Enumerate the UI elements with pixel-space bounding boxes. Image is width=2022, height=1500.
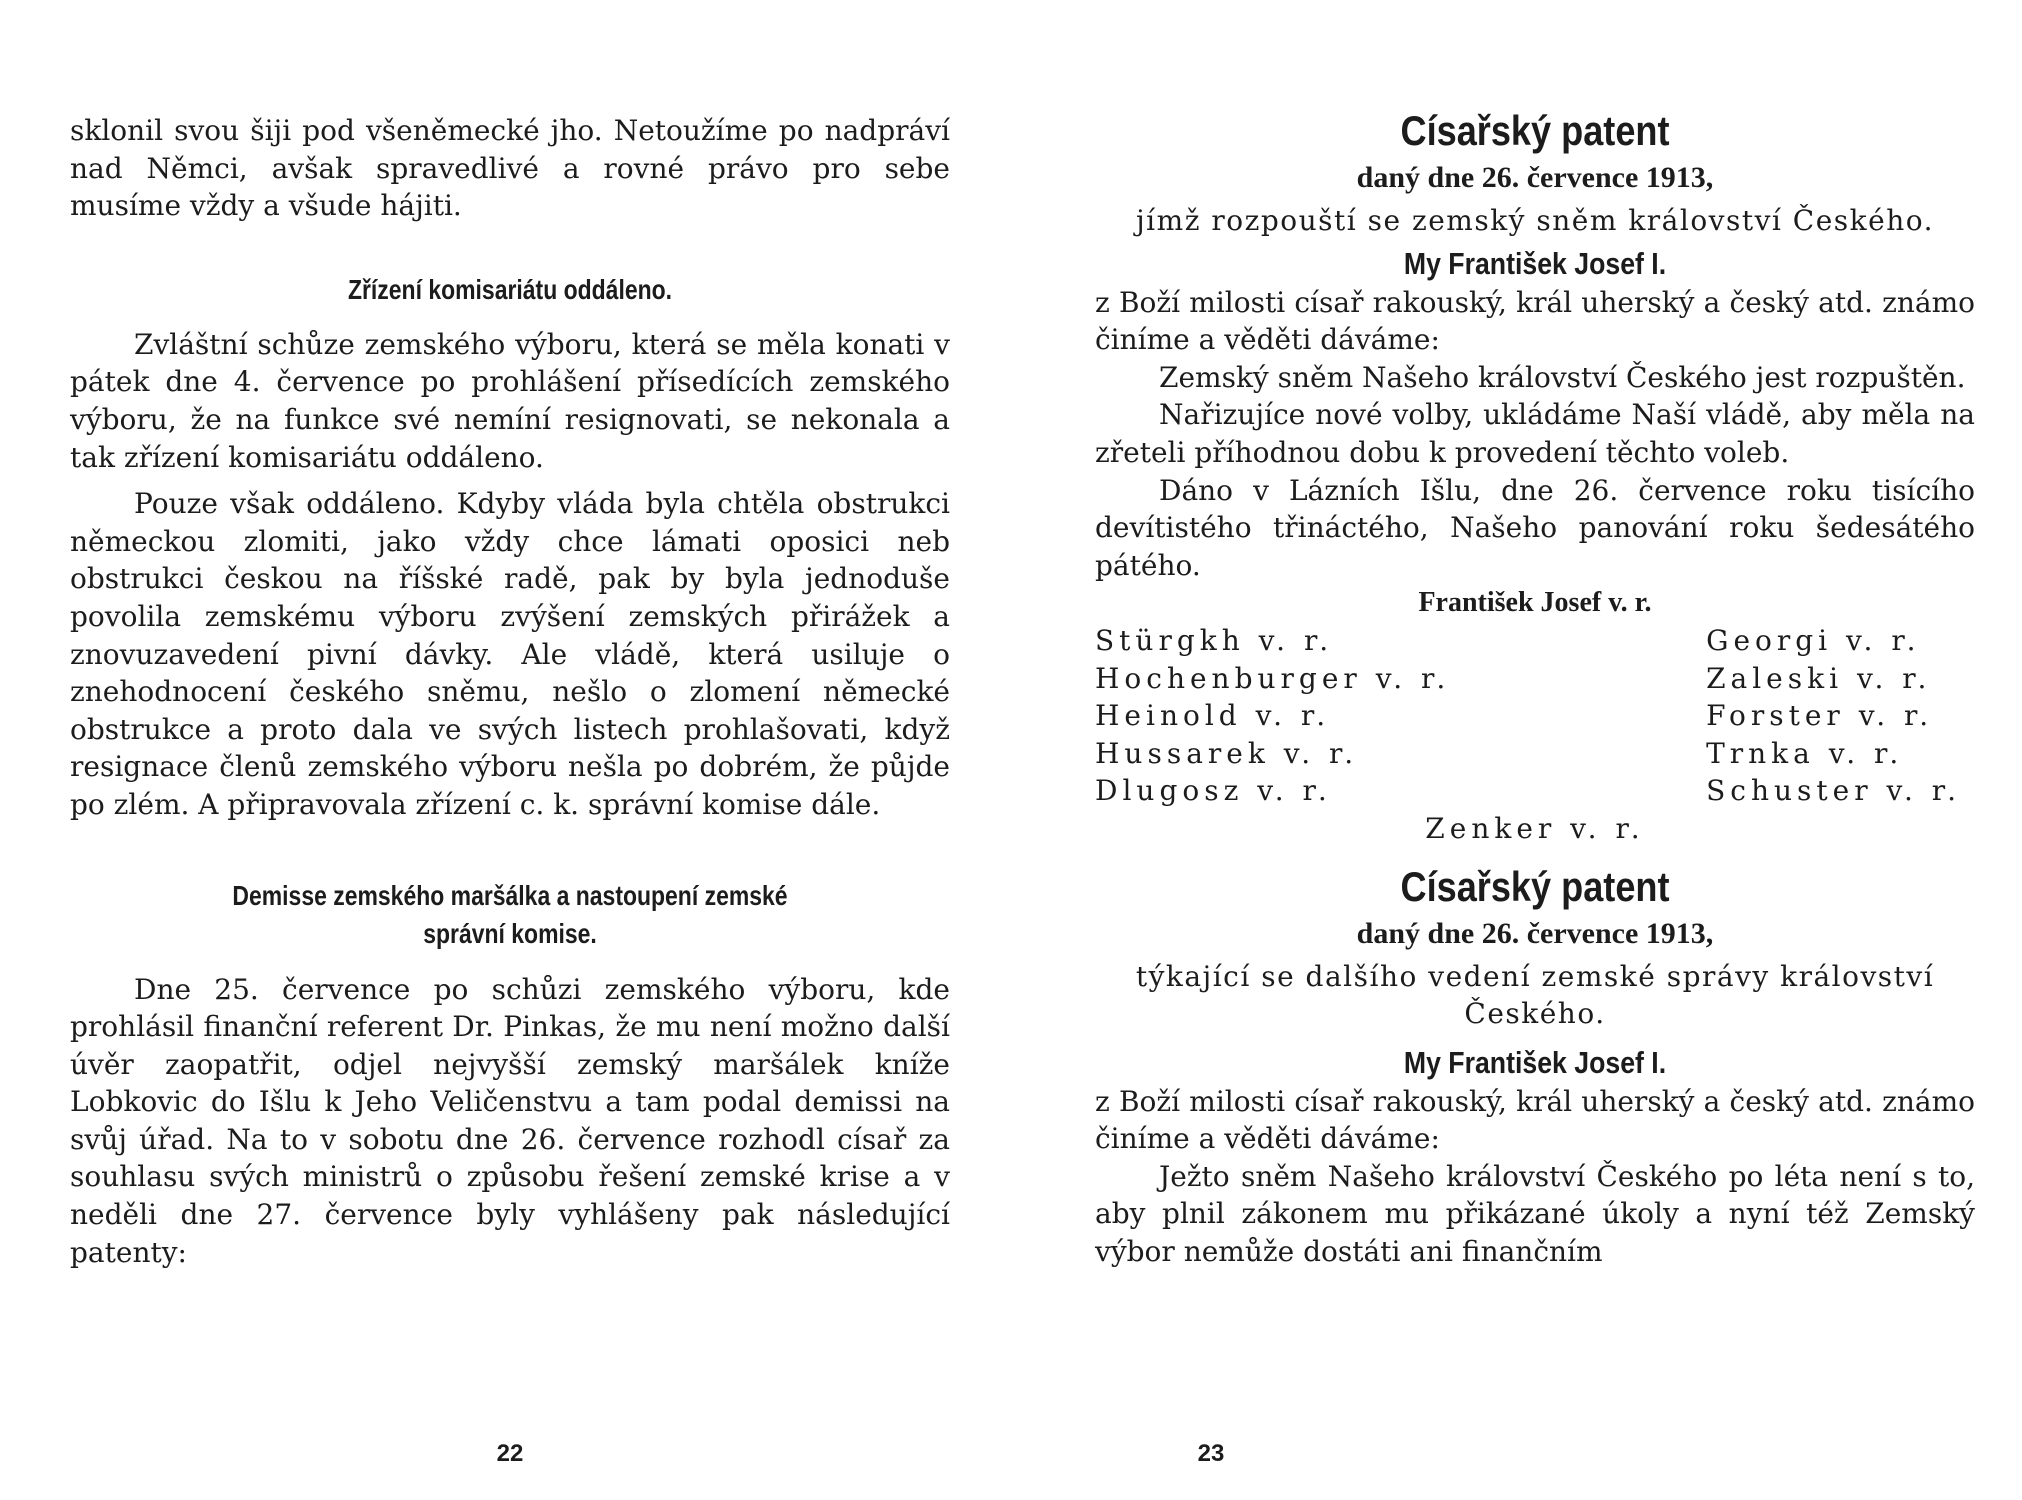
patent2-title: Císařský patent — [1400, 862, 1670, 910]
patent1-formula: z Boží milosti císař rakouský, král uherský a český atd. známo činíme a věděti dáváme: — [1095, 285, 1975, 357]
minister-signature: Forster v. r. — [1706, 699, 1934, 733]
minister-signature: Dlugosz v. r. — [1095, 774, 1332, 808]
patent1-sovereign: My František Josef I. — [1403, 245, 1667, 281]
section-heading-demisse-line1: Demisse zemského maršálka a nastoupení zemské — [232, 879, 788, 911]
patent1-title: Císařský patent — [1400, 107, 1670, 154]
patent1-subject: jímž rozpouští se zemský sněm království Českého. — [1136, 204, 1934, 237]
right-page-text — [1095, 104, 1975, 1271]
section-heading-demisse-line2: správní komise. — [423, 917, 597, 949]
minister-signatures — [1095, 622, 1975, 810]
section1-paragraph-1: Zvláštní schůze zemského výboru, která se měla konati v pátek dne 4. července po prohlášení přísedících zemského výboru, že na funkce své nemíní resignovati, se nekonala a tak zřízení komisariátu oddáleno. — [70, 327, 950, 474]
minister-signature: Zaleski v. r. — [1706, 661, 1932, 695]
minister-signature: Schuster v. r. — [1706, 774, 1961, 808]
intro-paragraph: sklonil svou šiji pod všeněmecké jho. Netoužíme po nadpráví nad Němci, avšak spravedlivé a rovné právo pro sebe musíme vždy a všude hájiti. — [70, 114, 950, 223]
patent1-dated: daný dne 26. července 1913, — [1356, 161, 1714, 194]
left-page-text — [70, 112, 950, 1271]
minister-signature: Stürgkh v. r. — [1095, 623, 1334, 657]
minister-list-left — [1095, 622, 1450, 810]
section-heading-komisariat: Zřízení komisariátu oddáleno. — [347, 273, 673, 305]
page-number-left: 22 — [496, 1440, 524, 1467]
minister-signature: Hochenburger v. r. — [1095, 661, 1451, 695]
patent1-paragraph-3: Dáno v Lázních Išlu, dne 26. července roku tisícího devítistého třináctého, Našeho panování roku šedesátého pátého. — [1095, 473, 1975, 582]
minister-signature: Hussarek v. r. — [1095, 736, 1359, 770]
minister-signature: Heinold v. r. — [1095, 699, 1331, 733]
patent1-paragraph-1: Zemský sněm Našeho království Českého jest rozpuštěn. — [1159, 360, 1966, 394]
patent2-paragraph-1: Ježto sněm Našeho království Českého po léta není s to, aby plnil zákonem mu přikázané úkoly a nyní též Zemský výbor nemůže dostáti ani finančním — [1095, 1159, 1975, 1269]
patent1-paragraph-2: Nařizujíce nové volby, ukládáme Naší vládě, aby měla na zřeteli příhodnou dobu k provedení těchto voleb. — [1095, 398, 1975, 469]
patent2-formula: z Boží milosti císař rakouský, král uherský a český atd. známo činíme a věděti dáváme: — [1095, 1084, 1975, 1156]
patent2-dated: daný dne 26. července 1913, — [1356, 916, 1714, 950]
patent2-subject: týkající se dalšího vedení zemské správy království Českého. — [1135, 959, 1935, 1031]
right-page — [1011, 0, 2022, 1500]
minister-signature: Georgi v. r. — [1706, 623, 1921, 657]
section-heading-demisse — [70, 877, 950, 953]
section1-paragraph-2: Pouze však oddáleno. Kdyby vláda byla chtěla obstrukci německou zlomiti, jako vždy chce lámati oposici neb obstrukci českou na říšské radě, pak by byla jednoduše povolila zemskému výboru zvýšení zemských přirážek a znovuzavedení pivní dávky. Ale vládě, která usiluje o znehodnocení českého sněmu, nešlo o zlomení německé obstrukce a proto dala ve svých listech prohlašovati, když resignace členů zemského výboru nešla po dobrém, že půjde po zlém. A připravovala zřízení c. k. správní komise dále. — [70, 487, 950, 821]
section2-paragraph-1: Dne 25. července po schůzi zemského výboru, kde prohlásil finanční referent Dr. Pinkas, že mu není možno další úvěr zaopatřit, odjel nejvyšší zemský maršálek kníže Lobkovic do Išlu k Jeho Veličenstvu a tam podal demissi na svůj úřad. Na to v sobotu dne 26. července rozhodl císař za souhlasu svých ministrů o způsobu řešení zemské krise a v neděli dne 27. července byly vyhlášeny pak následující patenty: — [70, 972, 950, 1269]
minister-signature: Trnka v. r. — [1706, 736, 1904, 770]
minister-signature-last: Zenker v. r. — [1425, 811, 1645, 845]
minister-list-right — [1706, 622, 1975, 810]
page-number-right: 23 — [1197, 1440, 1225, 1467]
patent1-signature: František Josef v. r. — [1418, 587, 1652, 619]
patent2-sovereign: My František Josef I. — [1403, 1044, 1667, 1080]
